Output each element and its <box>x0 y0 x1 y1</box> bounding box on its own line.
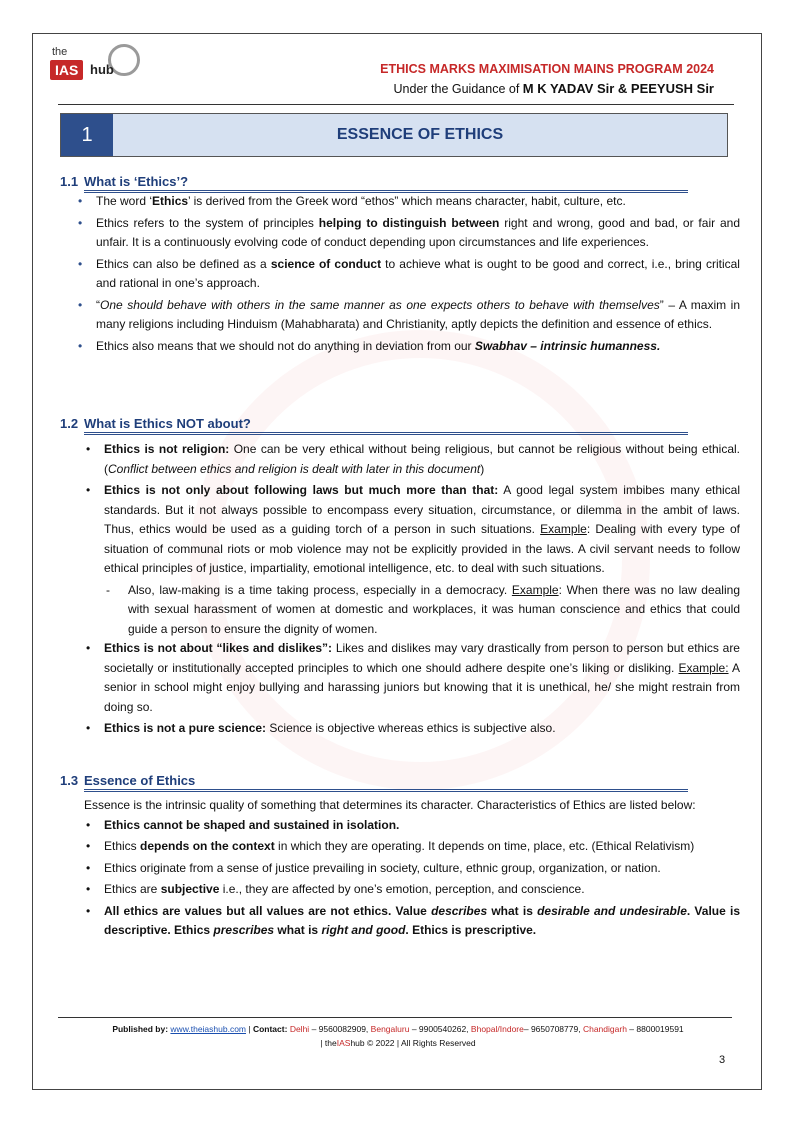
footer-divider <box>58 1017 732 1018</box>
chapter-number: 1 <box>61 114 113 156</box>
list-item: • The word ‘Ethics’ is derived from the Greek word “ethos” which means character, habit, culture, etc. <box>76 192 740 212</box>
section-underline <box>84 789 688 792</box>
section-1-1-list <box>76 192 740 358</box>
guidance-line: Under the Guidance of M K YADAV Sir & PEEYUSH Sir <box>393 81 714 96</box>
list-item: • All ethics are values but all values are not ethics. Value describes what is desirable and undesirable. Value is descriptive. Ethics prescribes what is right and good. Ethics is prescriptive. <box>76 902 740 941</box>
section-intro: Essence is the intrinsic quality of something that determines its character. Characteristics of Ethics are listed below: <box>84 798 696 812</box>
chapter-title: ESSENCE OF ETHICS <box>113 114 727 156</box>
ias-hub-logo <box>50 44 142 88</box>
list-item: • Ethics is not about “likes and dislikes”: Likes and dislikes may vary drastically from person to person but ethics are societally or institutionally accepted principles to which one should adhere despite one’s liking or disliking. Example: A senior in school might enjoy bullying and harassing juniors but knowing that it is unethical, he/ she might restrain from doing so. <box>76 639 740 717</box>
program-title: ETHICS MARKS MAXIMISATION MAINS PROGRAM 2024 <box>380 62 714 76</box>
list-item: • Ethics is not a pure science: Science is objective whereas ethics is subjective also. <box>76 719 740 739</box>
list-item: • Ethics originate from a sense of justice prevailing in society, culture, ethnic group, organization, or nation. <box>76 859 740 879</box>
list-item: • Ethics refers to the system of principles helping to distinguish between right and wrong, good and bad, or fair and unfair. It is a continuously evolving code of conduct depending upon circumstances and life experiences. <box>76 214 740 253</box>
section-heading-1-3: 1.3 Essence of Ethics <box>60 773 196 788</box>
list-item: • Ethics is not religion: One can be very ethical without being religious, but cannot be religious without being ethical. (Conflict between ethics and religion is dealt with later in this document) <box>76 440 740 479</box>
footer-copyright: | theIAShub © 2022 | All Rights Reserved <box>320 1038 476 1048</box>
list-item: • Ethics is not only about following laws but much more than that: A good legal system imbibes many ethical standards. But it not always possible to encompass every situation, circumstance, or dilemma in the ambit of laws. Thus, ethics would be used as a guiding torch of a person in such situations. Example: Dealing with every type of situation of communal riots or mob violence may not be explicitly provided in the laws. A civil servant needs to follow ethical principles of justice, impartiality, emotional intelligence, etc. to deal with such situations. <box>76 481 740 579</box>
section-heading-1-1: 1.1 What is ‘Ethics’? <box>60 174 189 189</box>
list-item: • Ethics cannot be shaped and sustained in isolation. <box>76 816 740 836</box>
section-heading-1-2: 1.2 What is Ethics NOT about? <box>60 416 251 431</box>
logo-the: the <box>52 46 68 58</box>
website-link[interactable]: www.theiashub.com <box>170 1024 247 1034</box>
footer-contacts: Published by: www.theiashub.com | Contact: Delhi – 9560082909, Bengaluru – 9900540262, Bhopal/Indore– 9650708779, Chandigarh – 8800019591 <box>112 1024 684 1034</box>
logo-hub: hub <box>90 62 114 77</box>
sub-list-item: - Also, law-making is a time taking process, especially in a democracy. Example: When there was no law dealing with sexual harassment of women at domestic and workplaces, it was human conscience and ethics that could guide a person to ensure the dignity of women. <box>76 581 740 640</box>
header-divider <box>58 104 734 105</box>
chapter-banner <box>60 113 728 157</box>
logo-ias: IAS <box>50 60 83 80</box>
footer <box>58 1022 738 1050</box>
list-item: • Ethics depends on the context in which they are operating. It depends on time, place, etc. (Ethical Relativism) <box>76 837 740 857</box>
list-item: • Ethics also means that we should not do anything in deviation from our Swabhav – intrinsic humanness. <box>76 337 740 357</box>
section-underline <box>84 432 688 435</box>
section-1-2-list <box>76 440 740 741</box>
list-item: • Ethics can also be defined as a science of conduct to achieve what is ought to be good and correct, i.e., bring critical and rational in one’s approach. <box>76 255 740 294</box>
page-number: 3 <box>719 1054 726 1066</box>
list-item: • “One should behave with others in the same manner as one expects others to behave with themselves” – A maxim in many religions including Hinduism (Mahabharata) and Christianity, aptly depicts the definition and essence of ethics. <box>76 296 740 335</box>
list-item: • Ethics are subjective i.e., they are affected by one’s emotion, perception, and conscience. <box>76 880 740 900</box>
section-1-3-content <box>76 796 740 943</box>
